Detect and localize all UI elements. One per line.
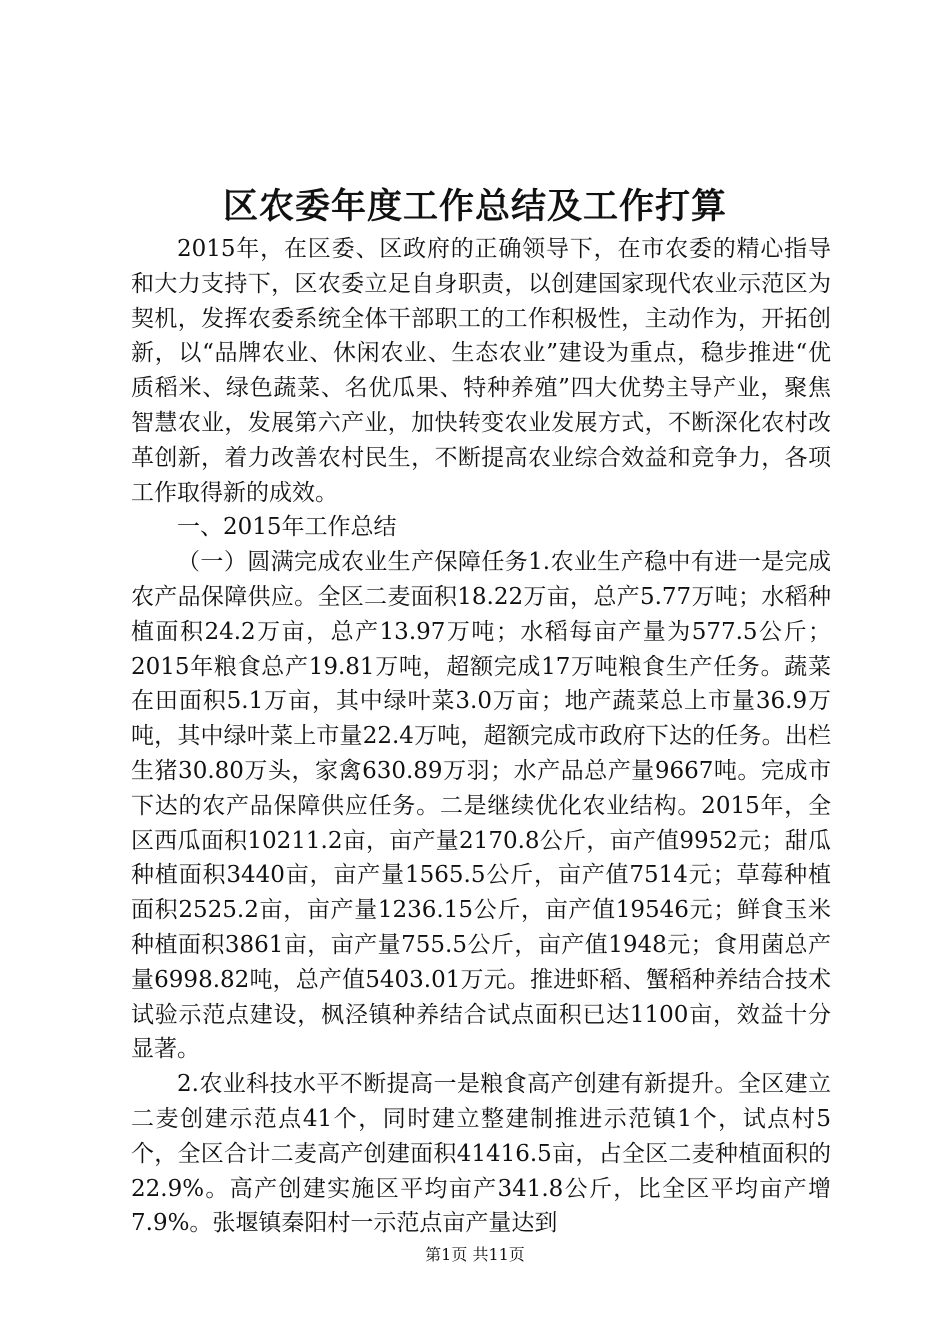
page-footer: 第1页 共11页 xyxy=(425,1245,525,1264)
section-heading: 一、2015年工作总结 xyxy=(177,514,397,541)
document-body xyxy=(131,232,831,1241)
intro-paragraph: 2015年，在区委、区政府的正确领导下，在市农委的精心指导和大力支持下，区农委立足自身职责，以创建国家现代农业示范区为契机，发挥农委系统全体干部职工的工作积极性，主动作为，开拓创新，以“品牌农业、休闲农业、生态农业”建设为重点，稳步推进“优质稻米、绿色蔬菜、名优瓜果、特种养殖”四大优势主导产业，聚焦智慧农业，发展第六产业，加快转变农业发展方式，不断深化农村改革创新，着力改善农村民生，不断提高农业综合效益和竞争力，各项工作取得新的成效。 xyxy=(131,236,831,506)
summary-paragraph-1: （一）圆满完成农业生产保障任务1.农业生产稳中有进一是完成农产品保障供应。全区二麦面积18.22万亩，总产5.77万吨；水稻种植面积24.2万亩，总产13.97万吨；水稻每亩产量为577.5公斤；2015年粮食总产19.81万吨，超额完成17万吨粮食生产任务。蔬菜在田面积5.1万亩，其中绿叶菜3.0万亩；地产蔬菜总上市量36.9万吨，其中绿叶菜上市量22.4万吨，超额完成市政府下达的任务。出栏生猪30.80万头，家禽630.89万羽；水产品总产量9667吨。完成市下达的农产品保障供应任务。二是继续优化农业结构。2015年，全区西瓜面积10211.2亩，亩产量2170.8公斤，亩产值9952元；甜瓜种植面积3440亩，亩产量1565.5公斤，亩产值7514元；草莓种植面积2525.2亩，亩产量1236.15公斤，亩产值19546元；鲜食玉米种植面积3861亩，亩产量755.5公斤，亩产值1948元；食用菌总产量6998.82吨，总产值5403.01万元。推进虾稻、蟹稻种养结合技术试验示范点建设，枫泾镇种养结合试点面积已达1100亩，效益十分显著。 xyxy=(131,549,831,1063)
document-title: 区农委年度工作总结及工作打算 xyxy=(222,186,727,227)
summary-paragraph-2: 2.农业科技水平不断提高一是粮食高产创建有新提升。全区建立二麦创建示范点41个，同时建立整建制推进示范镇1个，试点村5个，全区合计二麦高产创建面积41416.5亩，占全区二麦种植面积的22.9%。高产创建实施区平均亩产341.8公斤，比全区平均亩产增7.9%。张堰镇秦阳村一示范点亩产量达到 xyxy=(131,1071,831,1237)
